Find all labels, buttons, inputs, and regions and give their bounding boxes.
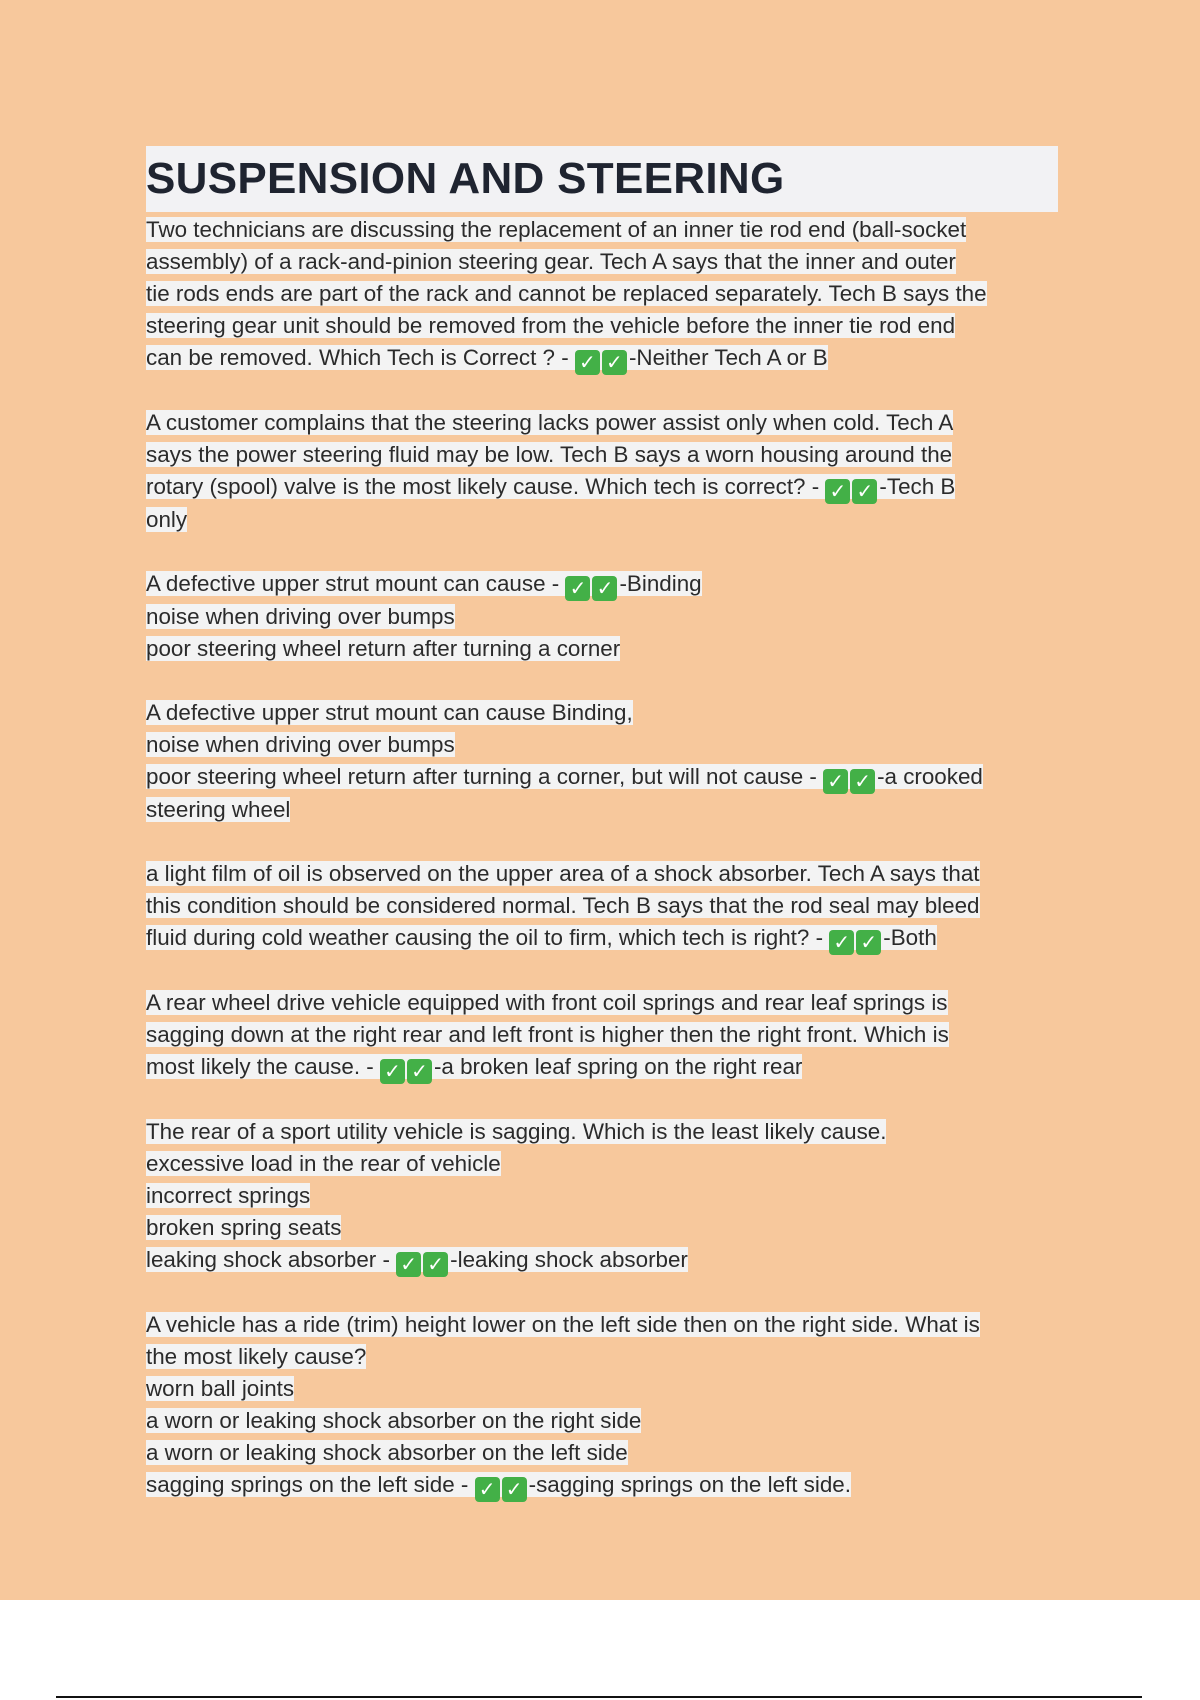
highlighted-text: [146, 990, 948, 1015]
qa-line: [146, 1405, 1058, 1437]
document-title: SUSPENSION AND STEERING: [146, 154, 785, 203]
highlighted-text: [146, 1312, 980, 1337]
highlighted-text: [146, 925, 937, 954]
qa-line: [146, 761, 1058, 794]
qa-line: [146, 890, 1058, 922]
qa-entry: [146, 858, 1058, 955]
qa-entry: [146, 1309, 1058, 1502]
question-text: excessive load in the rear of vehicle: [146, 1151, 501, 1176]
question-text: steering gear unit should be removed from the vehicle before the inner tie rod end: [146, 313, 956, 338]
qa-line: [146, 1019, 1058, 1051]
check-mark-icon: ✓: [407, 1059, 432, 1084]
qa-line: [146, 697, 1058, 729]
question-text: assembly) of a rack-and-pinion steering gear. Tech A says that the inner and outer: [146, 249, 956, 274]
highlighted-text: [146, 474, 956, 503]
title-banner: [146, 146, 1058, 212]
check-mark-icon: ✓: [850, 769, 875, 794]
answer-text: -Tech B: [879, 474, 956, 499]
qa-line: [146, 471, 1058, 504]
qa-line: [146, 922, 1058, 955]
qa-line: [146, 1116, 1058, 1148]
question-text: steering wheel: [146, 797, 291, 822]
question-text: Two technicians are discussing the replacement of an inner tie rod end (ball-socket: [146, 217, 967, 242]
answer-text: -Neither Tech A or B: [628, 345, 828, 370]
highlighted-text: [146, 571, 702, 600]
question-text: a worn or leaking shock absorber on the right side: [146, 1408, 642, 1433]
qa-line: [146, 1244, 1058, 1277]
qa-entry: [146, 987, 1058, 1084]
question-text: broken spring seats: [146, 1215, 342, 1240]
question-text: can be removed. Which Tech is Correct ? -: [146, 345, 569, 370]
qa-line: [146, 794, 1058, 826]
check-mark-icon: ✓: [852, 479, 877, 504]
highlighted-text: [146, 249, 956, 274]
qa-line: [146, 342, 1058, 375]
highlighted-text: [146, 1472, 851, 1501]
question-text: the most likely cause?: [146, 1344, 367, 1369]
check-mark-icon: ✓: [602, 350, 627, 375]
question-text: noise when driving over bumps: [146, 604, 455, 629]
question-text: most likely the cause. -: [146, 1054, 374, 1079]
check-mark-icon: ✓: [575, 350, 600, 375]
qa-line: [146, 1212, 1058, 1244]
qa-line: [146, 310, 1058, 342]
question-text: rotary (spool) valve is the most likely cause. Which tech is correct? -: [146, 474, 820, 499]
highlighted-text: [146, 636, 620, 661]
answer-text: -leaking shock absorber: [450, 1247, 688, 1272]
highlighted-text: [146, 1022, 949, 1047]
highlighted-text: [146, 1054, 803, 1083]
qa-line: [146, 214, 1058, 246]
check-mark-icon: ✓: [423, 1252, 448, 1277]
highlighted-text: [146, 861, 980, 886]
qa-line: [146, 568, 1058, 601]
highlighted-text: [146, 1151, 501, 1176]
highlighted-text: [146, 442, 952, 467]
question-text: worn ball joints: [146, 1376, 295, 1401]
question-text: The rear of a sport utility vehicle is sagging. Which is the least likely cause.: [146, 1119, 887, 1144]
qa-entry: [146, 1116, 1058, 1277]
check-mark-icon: ✓: [823, 769, 848, 794]
question-text: only: [146, 507, 188, 532]
qa-line: [146, 278, 1058, 310]
question-text: leaking shock absorber -: [146, 1247, 390, 1272]
qa-line: [146, 1437, 1058, 1469]
check-mark-icon: ✓: [475, 1477, 500, 1502]
highlighted-text: [146, 1376, 294, 1401]
highlighted-text: [146, 345, 828, 374]
highlighted-text: [146, 281, 987, 306]
question-text: a worn or leaking shock absorber on the left side: [146, 1440, 628, 1465]
question-text: a light film of oil is observed on the upper area of a shock absorber. Tech A says that: [146, 861, 980, 886]
qa-line: [146, 1148, 1058, 1180]
highlighted-text: [146, 1440, 628, 1465]
qa-line: [146, 1051, 1058, 1084]
highlighted-text: [146, 1119, 886, 1144]
highlighted-text: [146, 1183, 310, 1208]
qa-line: [146, 633, 1058, 665]
check-mark-icon: ✓: [565, 576, 590, 601]
question-text: incorrect springs: [146, 1183, 311, 1208]
question-text: sagging springs on the left side -: [146, 1472, 469, 1497]
highlighted-text: [146, 1408, 641, 1433]
question-text: sagging down at the right rear and left front is higher then the right front. Which is: [146, 1022, 949, 1047]
question-text: A customer complains that the steering lacks power assist only when cold. Tech A: [146, 410, 954, 435]
answer-text: -Binding: [619, 571, 702, 596]
qa-line: [146, 858, 1058, 890]
highlighted-text: [146, 507, 187, 532]
highlighted-text: [146, 1344, 366, 1369]
question-text: fluid during cold weather causing the oil to firm, which tech is right? -: [146, 925, 824, 950]
qa-entry: [146, 407, 1058, 536]
highlighted-text: [146, 1247, 688, 1276]
check-mark-icon: ✓: [825, 479, 850, 504]
footer-divider: [56, 1696, 1142, 1698]
document-content: [146, 146, 1058, 1534]
qa-list: [146, 214, 1058, 1502]
qa-line: [146, 987, 1058, 1019]
highlighted-text: [146, 797, 290, 822]
question-text: tie rods ends are part of the rack and cannot be replaced separately. Tech B says the: [146, 281, 987, 306]
qa-line: [146, 1469, 1058, 1502]
answer-text: -Both: [883, 925, 937, 950]
highlighted-text: [146, 764, 983, 793]
check-mark-icon: ✓: [502, 1477, 527, 1502]
highlighted-text: [146, 1215, 341, 1240]
question-text: poor steering wheel return after turning a corner: [146, 636, 621, 661]
qa-line: [146, 1373, 1058, 1405]
highlighted-text: [146, 893, 980, 918]
qa-line: [146, 729, 1058, 761]
qa-line: [146, 601, 1058, 633]
qa-line: [146, 1341, 1058, 1373]
qa-line: [146, 407, 1058, 439]
check-mark-icon: ✓: [380, 1059, 405, 1084]
question-text: A defective upper strut mount can cause Binding,: [146, 700, 633, 725]
check-mark-icon: ✓: [856, 930, 881, 955]
question-text: noise when driving over bumps: [146, 732, 455, 757]
highlighted-text: [146, 604, 455, 629]
qa-entry: [146, 214, 1058, 375]
qa-line: [146, 1309, 1058, 1341]
qa-line: [146, 1180, 1058, 1212]
highlighted-text: [146, 700, 633, 725]
qa-line: [146, 439, 1058, 471]
qa-entry: [146, 697, 1058, 826]
qa-entry: [146, 568, 1058, 665]
question-text: A vehicle has a ride (trim) height lower on the left side then on the right side. What is: [146, 1312, 980, 1337]
check-mark-icon: ✓: [592, 576, 617, 601]
check-mark-icon: ✓: [396, 1252, 421, 1277]
answer-text: -a broken leaf spring on the right rear: [433, 1054, 803, 1079]
highlighted-text: [146, 217, 966, 242]
question-text: A defective upper strut mount can cause -: [146, 571, 560, 596]
question-text: this condition should be considered normal. Tech B says that the rod seal may bleed: [146, 893, 980, 918]
check-mark-icon: ✓: [829, 930, 854, 955]
answer-text: -a crooked: [877, 764, 983, 789]
highlighted-text: [146, 410, 953, 435]
question-text: poor steering wheel return after turning a corner, but will not cause -: [146, 764, 817, 789]
question-text: A rear wheel drive vehicle equipped with front coil springs and rear leaf springs is: [146, 990, 948, 1015]
highlighted-text: [146, 732, 455, 757]
answer-text: -sagging springs on the left side.: [528, 1472, 851, 1497]
question-text: says the power steering fluid may be low. Tech B says a worn housing around the: [146, 442, 953, 467]
qa-line: [146, 504, 1058, 536]
highlighted-text: [146, 313, 955, 338]
qa-line: [146, 246, 1058, 278]
